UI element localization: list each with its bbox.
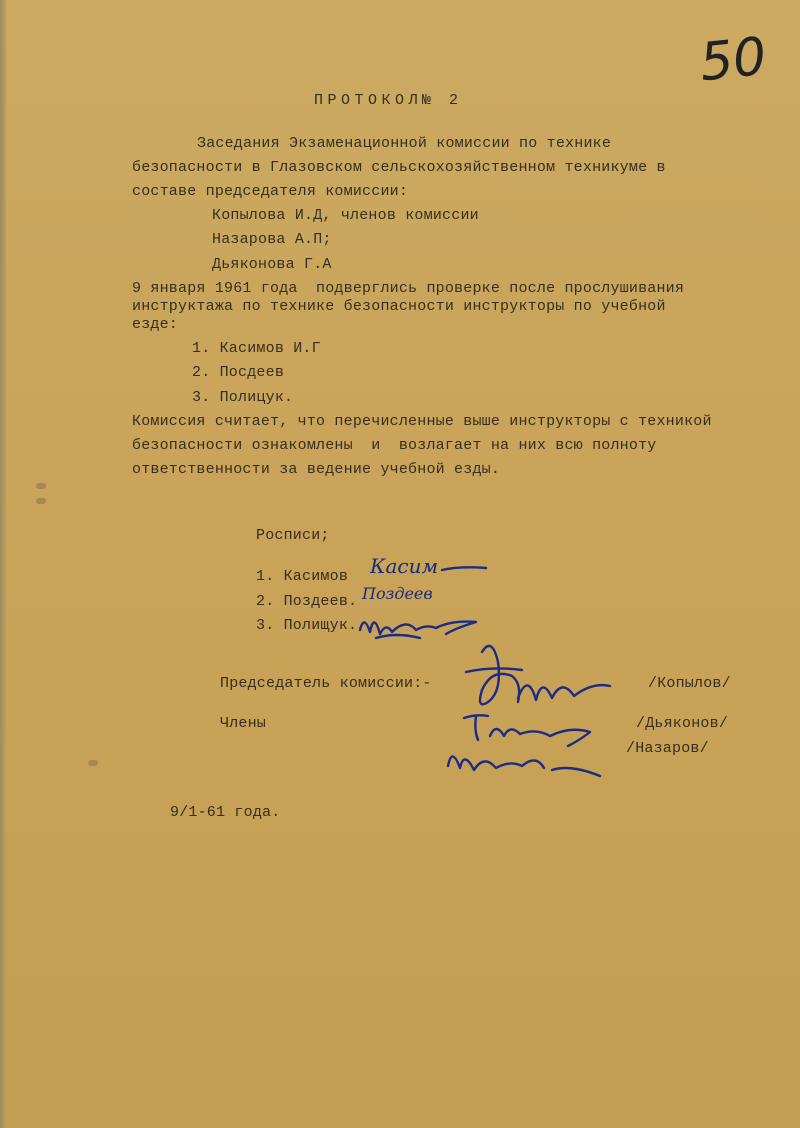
signature-members	[440, 706, 620, 796]
chairman-label: Председатель комиссии:-	[220, 675, 432, 692]
punch-mark	[36, 498, 46, 504]
instructor-item: 2. Посдеев	[192, 364, 285, 381]
member-name: /Назаров/	[626, 740, 709, 757]
page-number: 50	[697, 26, 770, 94]
members-label: Члены	[220, 715, 267, 732]
document-title: ПРОТОКОЛ№ 2	[314, 92, 463, 109]
signature-kasimov-handwriting: Касим	[370, 554, 439, 578]
check-line: езде:	[132, 316, 179, 333]
chairman-name: /Копылов/	[648, 675, 731, 692]
member-name-line: Дьяконова Г.А	[212, 256, 332, 273]
intro-line: Заседания Экзаменационной комиссии по технике	[197, 135, 612, 152]
signatures-heading: Росписи;	[256, 527, 330, 544]
signature-item: 1. Касимов	[256, 568, 349, 585]
signature-pozdeev-handwriting: Поздеев	[362, 584, 433, 603]
chairman-name-line: Копылова И.Д, членов комиссии	[212, 207, 479, 224]
intro-line: безопасности в Глазовском сельскохозяйственном техникуме в	[132, 159, 666, 176]
conclusion-line: ответственности за ведение учебной езды.	[132, 461, 501, 478]
punch-mark	[36, 483, 46, 489]
document-date: 9/1-61 года.	[170, 804, 281, 821]
intro-line: составе председателя комиссии:	[132, 183, 409, 200]
member-name: /Дьяконов/	[636, 715, 729, 732]
instructor-item: 1. Касимов И.Г	[192, 340, 321, 357]
page-edge	[0, 0, 6, 1128]
punch-mark	[88, 760, 98, 766]
signature-item: 3. Полищук.	[256, 617, 358, 634]
signature-item: 2. Поздеев.	[256, 593, 358, 610]
check-line: 9 января 1961 года подверглись проверке после прослушивания	[132, 280, 685, 297]
check-line: инструктажа по технике безопасности инструкторы по учебной	[132, 298, 666, 315]
conclusion-line: безопасности ознакомлены и возлагает на них всю полноту	[132, 437, 657, 454]
conclusion-line: Комиссия считает, что перечисленные выше инструкторы с техникой	[132, 413, 712, 430]
member-name-line: Назарова А.П;	[212, 231, 332, 248]
signature-kasimov-tail	[440, 560, 490, 580]
instructor-item: 3. Полицук.	[192, 389, 294, 406]
